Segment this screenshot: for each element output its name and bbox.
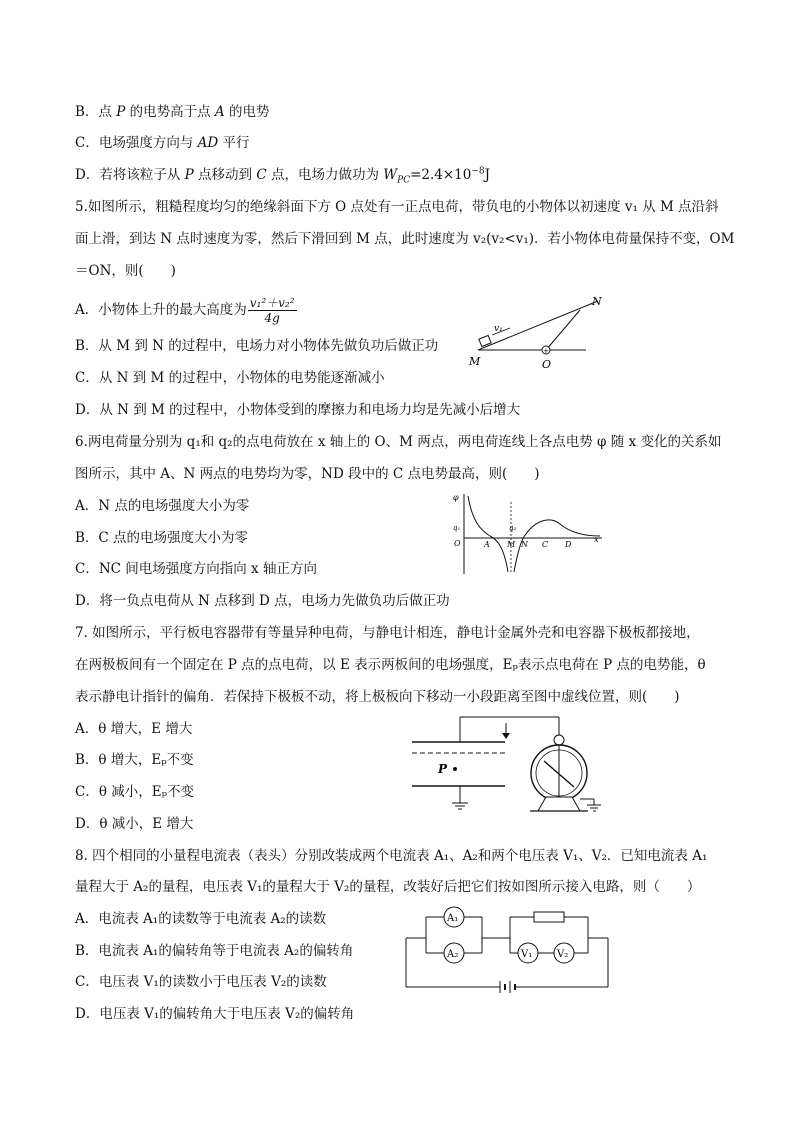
q1-label: q₁ xyxy=(453,524,461,532)
curve-left xyxy=(468,496,508,572)
q4-option-c: C．电场强度方向与 AD 平行 xyxy=(75,135,250,151)
o-label: O xyxy=(454,539,461,548)
q5-option-b: B．从 M 到 N 的过程中，电场力对小物体先做负功后做正功 xyxy=(75,338,439,354)
x-label: x xyxy=(594,535,599,544)
incline-figure xyxy=(462,293,612,373)
q5-option-a: A．小物体上升的最大高度为 $\frac{\text{v₁²＋v₂²}}{4g}$ xyxy=(75,296,295,325)
q8-option-b: B．电流表 A₁的偏转角等于电流表 A₂的偏转角 xyxy=(75,943,354,959)
point-n-label: N xyxy=(592,295,602,308)
capacitor-figure xyxy=(410,713,610,823)
q6-option-c: C．NC 间电场强度方向指向 x 轴正方向 xyxy=(75,561,317,577)
c-label: C xyxy=(542,540,549,549)
q2-label: q₂ xyxy=(509,524,517,532)
q5-option-c: C．从 N 到 M 的过程中，小物体的电势能逐渐减小 xyxy=(75,370,385,386)
q7-stem-line1: 7. 如图所示，平行板电容器带有等量异种电荷，与静电计相连，静电计金属外壳和电容器下极板都接地， xyxy=(75,625,700,641)
q6-option-a: A．N 点的电场强度大小为零 xyxy=(75,498,250,514)
point-p-label: P xyxy=(438,762,448,776)
n-label: N xyxy=(521,540,528,549)
svg-text:A₂: A₂ xyxy=(447,949,459,960)
point-o-label: O xyxy=(542,358,552,371)
q5-option-d: D．从 N 到 M 的过程中，小物体受到的摩擦力和电场力均是先减小后增大 xyxy=(75,402,521,418)
q8-stem-line1: 8. 四个相同的小量程电流表（表头）分别改装成两个电流表 A₁、A₂和两个电压表 V₁、V₂．已知电流表 A₁ xyxy=(75,848,708,864)
q8-option-a: A．电流表 A₁的读数等于电流表 A₂的读数 xyxy=(75,911,327,927)
q4-option-b: B．点 P 的电势高于点 A 的电势 xyxy=(75,104,270,120)
ON-line xyxy=(546,310,580,350)
q7-option-d: D．θ 减小，E 增大 xyxy=(75,816,194,832)
q7-stem-line2: 在两极板间有一个固定在 P 点的点电荷，以 E 表示两板间的电场强度，Eₚ表示点电荷在 P 点的电势能，θ xyxy=(75,657,706,673)
m-label: M xyxy=(507,540,516,549)
q5-stem-line3: ＝ON，则( ) xyxy=(75,263,176,279)
q7-option-b: B．θ 增大，Eₚ不变 xyxy=(75,752,194,768)
svg-text:A₁: A₁ xyxy=(447,913,459,924)
point-m-label: M xyxy=(469,355,481,368)
phi-label: φ xyxy=(453,493,459,502)
q8-option-d: D．电压表 V₁的偏转角大于电压表 V₂的偏转角 xyxy=(75,1006,355,1022)
q8-option-c: C．电压表 V₁的读数小于电压表 V₂的读数 xyxy=(75,974,327,990)
q6-stem-line1: 6.两电荷量分别为 q₁和 q₂的点电荷放在 x 轴上的 O、M 两点，两电荷连线上各点电势 φ 随 x 变化的关系如 xyxy=(75,434,722,450)
circuit-figure xyxy=(402,905,617,1000)
q7-option-c: C．θ 减小，Eₚ不变 xyxy=(75,784,195,800)
resistor xyxy=(534,912,564,922)
d-label: D xyxy=(565,540,572,549)
svg-text:V₁: V₁ xyxy=(521,949,533,960)
q6-option-d: D．将一负点电荷从 N 点移到 D 点，电场力先做负功后做正功 xyxy=(75,593,450,609)
q4-option-d: D．若将该粒子从 P 点移动到 C 点，电场力做功为 $W_{PC}=2.4\times 10^{-8}J$ xyxy=(75,166,491,186)
q7-stem-line3: 表示静电计指针的偏角．若保持下极板不动，将上极板向下移动一小段距离至图中虚线位置，则( ) xyxy=(75,689,680,705)
potential-graph xyxy=(450,490,610,578)
svg-text:V₂: V₂ xyxy=(557,949,569,960)
q8-stem-line2: 量程大于 A₂的量程，电压表 V₁的量程大于 V₂的量程，改装好后把它们按如图所示接入电路，则（ ） xyxy=(75,879,701,895)
plus-sign: + xyxy=(543,347,549,355)
q5-stem-line2: 面上滑，到达 N 点时速度为零，然后下滑回到 M 点，此时速度为 v₂(v₂<v₁)．若小物体电荷量保持不变，OM xyxy=(75,231,735,247)
q6-option-b: B．C 点的电场强度大小为零 xyxy=(75,530,249,546)
a-label: A xyxy=(484,540,490,549)
q6-stem-line2: 图所示，其中 A、N 两点的电势均为零，ND 段中的 C 点电势最高，则( ) xyxy=(75,466,540,482)
q5-stem-line1: 5.如图所示，粗糙程度均匀的绝缘斜面下方 O 点处有一正点电荷，带负电的小物体以初速度 v₁ 从 M 点沿斜 xyxy=(75,199,719,215)
v1-label: v₁ xyxy=(494,324,503,334)
point-charge xyxy=(453,767,457,771)
height-fraction: $\frac{\text{v₁²＋v₂²}}{4g}$ xyxy=(249,296,295,325)
q7-option-a: A．θ 增大，E 增大 xyxy=(75,721,193,737)
